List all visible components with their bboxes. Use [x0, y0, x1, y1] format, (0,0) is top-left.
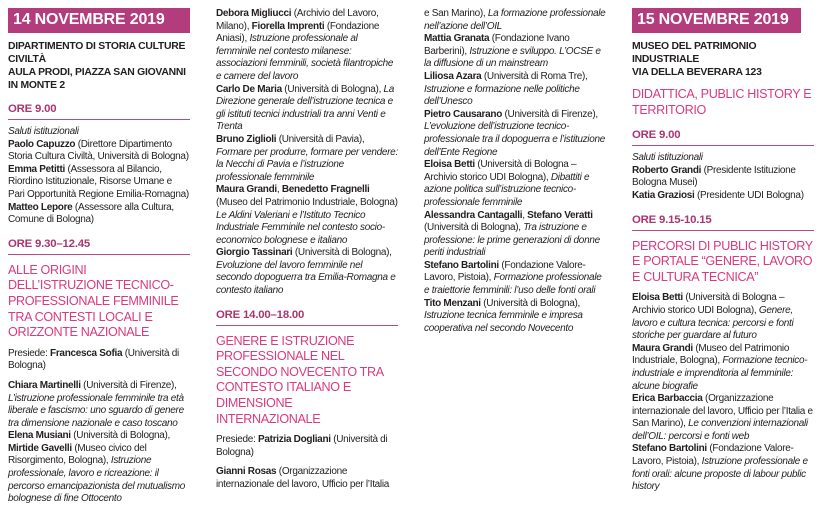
- entry-text-run: (Fondazione Valore-Lavoro, Pistoia),: [632, 443, 794, 468]
- entry-text-run: ,: [522, 209, 528, 221]
- entry-text-run: Chiara Martinelli: [8, 379, 81, 391]
- entry-text-run: (Università di Bologna),: [424, 222, 524, 234]
- program-entry: [216, 184, 398, 247]
- day-header: 15 NOVEMBRE 2019: [632, 8, 801, 33]
- entry-text-run: (Università di Bologna): [216, 434, 388, 458]
- entry-text-run: Paolo Capuzzo: [8, 138, 76, 150]
- program-entry: [8, 348, 190, 373]
- venue-line: MUSEO DEL PATRIMONIO INDUSTRIALE: [632, 41, 757, 65]
- entry-text-run: L’evoluzione dell’istruzione tecnico-professionale tra il dopoguerra e l’istituzione dell’Ente Regione: [424, 121, 606, 158]
- session-title: ALLE ORIGINI DELL’ISTRUZIONE TECNICO-PROFESSIONALE FEMMINILE TRA CONTESTI LOCALI E ORIZZONTE NAZIONALE: [8, 262, 179, 340]
- time-heading: ORE 14.00–18.00: [216, 309, 398, 326]
- entry-text-run: Istruzione professionale e fonti orali: alcune proposte di labour public history: [632, 456, 808, 493]
- time-heading: ORE 9.30–12.45: [8, 238, 190, 255]
- entry-text-run: La formazione professionale nell’azione dell’OIL: [424, 8, 606, 32]
- entry-text-run: Emma Petitti: [8, 163, 65, 175]
- program-entry: [632, 393, 814, 443]
- entry-text-run: Eloisa Betti: [632, 292, 683, 304]
- entry-text-run: (Assessora al Bilancio, Riordino Istituzionale, Risorse Umane e Pari Opportunità Regione Emilia-Romagna): [8, 163, 189, 200]
- time-heading: ORE 9.15-10.15: [632, 214, 814, 231]
- program-entry: [424, 71, 606, 109]
- entry-text-run: (Università di Roma Tre),: [481, 70, 588, 82]
- entry-text-run: Mirtide Gavelli: [8, 442, 72, 454]
- program-entry: [632, 343, 814, 393]
- program-entry: [8, 139, 190, 164]
- program-entry: [8, 202, 190, 227]
- program-column-day1-cont2: [424, 8, 606, 514]
- program-entry: [216, 84, 398, 134]
- entry-text-run: Erica Barbaccia: [632, 393, 703, 405]
- entry-text-run: (Fondazione Valore-Lavoro, Pistoia),: [424, 259, 586, 284]
- entry-text-run: (Università di Firenze),: [80, 379, 177, 391]
- entry-text-run: Fiorella Imprenti: [251, 20, 325, 32]
- entry-text-run: (Organizzazione internazionale del lavoro, Ufficio per l’Italia: [216, 466, 390, 490]
- entry-text-run: (Università di Bologna),: [292, 247, 392, 259]
- program-entry: [424, 260, 606, 298]
- program-entry: [424, 33, 606, 71]
- entry-text-run: Dibattiti e azione politica sull’istruzione tecnico-professionale femminile: [424, 171, 590, 208]
- entry-text-run: Elena Musiani: [8, 430, 71, 442]
- venue-block: [632, 40, 814, 79]
- entry-text-run: Pietro Causarano: [424, 108, 503, 120]
- entry-text-run: (Archivio del Lavoro, Milano),: [216, 8, 379, 32]
- program-entry: [216, 247, 398, 297]
- entry-text-run: Le Aldini Valeriani e l’Istituto Tecnico Industriale Femminile nel contesto socio-economico bolognese e italiano: [216, 209, 385, 246]
- entry-text-run: (Museo civico del Risorgimento, Bologna),: [8, 442, 147, 467]
- entry-text-run: Benedetto Fragnelli: [281, 184, 370, 196]
- entry-text-run: (Assessore alla Cultura, Comune di Bologna): [8, 201, 174, 226]
- entry-text-run: Genere, lavoro e cultura tecnica: percorsi e fonti storiche per guardare al futuro: [632, 304, 794, 342]
- entry-text-run: (Fondazione Ivano Barberini),: [424, 33, 570, 57]
- program-entry: [424, 159, 606, 209]
- program-entry: [632, 152, 814, 165]
- entry-text-run: Formazione professionale e traiettorie femminili: l’uso delle fonti orali: [424, 272, 602, 297]
- time-heading: ORE 9.00: [632, 129, 814, 146]
- entry-text-run: Alessandra Cantagalli: [424, 209, 523, 221]
- program-entry: [632, 190, 814, 203]
- entry-text-run: (Università di Bologna – Archivio storico UDI Bologna),: [424, 159, 577, 183]
- entry-text-run: (Università di Bologna),: [480, 297, 580, 309]
- entry-text-run: Roberto Grandi: [632, 164, 702, 176]
- entry-text-run: e San Marino),: [424, 8, 488, 19]
- entry-text-run: Stefano Bartolini: [424, 259, 499, 271]
- program-entry: [632, 165, 814, 190]
- entry-text-run: Giorgio Tassinari: [216, 247, 293, 259]
- entry-text-run: (Presidente UDI Bologna): [694, 189, 804, 201]
- entry-text-run: (Università di Bologna),: [70, 430, 171, 442]
- entry-text-run: Mattia Granata: [424, 33, 490, 45]
- program-entry: [216, 8, 398, 84]
- entry-text-run: Gianni Rosas: [216, 466, 277, 478]
- program-column-day1-cont1: [216, 8, 398, 514]
- entry-text-run: Liliosa Azara: [424, 70, 482, 82]
- entry-text-run: (Università di Pavia),: [276, 133, 365, 145]
- entry-text-run: Francesca Sofia: [50, 347, 123, 359]
- entry-text-run: Istruzione tecnica femminile e impresa cooperativa nel secondo Novecento: [424, 310, 583, 334]
- program-entry: [8, 126, 190, 139]
- program-entry: [632, 292, 814, 342]
- entry-text-run: Istruzione professionale, lavoro e ricreazione: il percorso emancipazionista del mutualismo bolognese di fine Ottocento: [8, 455, 185, 505]
- day-header: 14 NOVEMBRE 2019: [8, 8, 190, 33]
- venue-line: VIA DELLA BEVERARA 123: [632, 67, 762, 78]
- entry-text-run: Carlo De Maria: [216, 83, 282, 95]
- entry-text-run: Formare per produrre, formare per vendere: la Necchi di Pavia e l’istruzione professionale femminile: [216, 146, 398, 183]
- entry-text-run: Presiede:: [216, 434, 259, 446]
- entry-text-run: Saluti istituzionali: [632, 152, 703, 164]
- program-column-day2: [632, 8, 814, 514]
- entry-text-run: (Università di Bologna): [8, 347, 179, 372]
- entry-text-run: (Organizzazione internazionale del lavoro, Ufficio per l’Italia e San Marino),: [632, 393, 813, 430]
- venue-line: AULA PRODI, PIAZZA SAN GIOVANNI IN MONTE 2: [8, 67, 186, 91]
- program-entry: [424, 298, 606, 336]
- entry-text-run: L’istruzione professionale femminile tra età liberale e fascismo: uno sguardo di genere tra dimensione nazionale e caso toscano: [8, 392, 184, 429]
- entry-text-run: Presiede:: [8, 347, 51, 359]
- venue-line: DIPARTIMENTO DI STORIA CULTURE CIVILTÀ: [8, 41, 186, 65]
- program-entry: [8, 430, 190, 506]
- entry-text-run: Istruzione e formazione nelle politiche dell’Unesco: [424, 83, 580, 108]
- entry-text-run: Tito Menzani: [424, 297, 481, 309]
- program-entry: [424, 109, 606, 159]
- entry-text-run: ,: [276, 184, 282, 196]
- entry-text-run: Formazione tecnico-industriale e imprenditoria al femminile: alcune biografie: [632, 355, 808, 392]
- program-entry: [8, 380, 190, 430]
- entry-text-run: Le convenzioni internazionali dell’OIL: percorsi e fonti web: [632, 418, 808, 442]
- program-entry: [216, 434, 398, 459]
- entry-text-run: Maura Grandi: [216, 184, 277, 196]
- entry-text-run: (Presidente Istituzione Bologna Musei): [632, 164, 796, 189]
- entry-text-run: (Museo del Patrimonio Industriale, Bologna): [216, 196, 398, 208]
- entry-text-run: Istruzione professionale al femminile nel contesto milanese: associazioni femminili, società filantropiche e camere del lavoro: [216, 33, 394, 82]
- session-title: GENERE E ISTRUZIONE PROFESSIONALE NEL SECONDO NOVECENTO TRA CONTESTO ITALIANO E DIMENSIONE INTERNAZIONALE: [216, 333, 384, 426]
- program-entry: [424, 210, 606, 260]
- session-title: DIDATTICA, PUBLIC HISTORY E TERRITORIO: [632, 87, 812, 117]
- entry-text-run: (Direttore Dipartimento Storia Cultura Civiltà, Università di Bologna): [8, 138, 189, 163]
- entry-text-run: (Università di Bologna),: [281, 83, 384, 95]
- entry-text-run: Eloisa Betti: [424, 159, 475, 171]
- program-entry: [216, 134, 398, 184]
- program-entry: [632, 443, 814, 493]
- program-entry: [8, 164, 190, 202]
- entry-text-run: Tra istruzione e professione: le prime generazioni di donne periti industriali: [424, 222, 600, 259]
- entry-text-run: Patrizia Dogliani: [258, 434, 331, 446]
- entry-text-run: Istruzione e sviluppo. L’OCSE e la diffusione di un mainstream: [424, 45, 601, 70]
- entry-text-run: (Università di Bologna – Archivio storico UDI Bologna),: [632, 292, 785, 316]
- entry-text-run: Katia Graziosi: [632, 189, 695, 201]
- entry-text-run: Matteo Lepore: [8, 201, 73, 213]
- entry-text-run: Stefano Bartolini: [632, 443, 707, 455]
- session-title: PERCORSI DI PUBLIC HISTORY E PORTALE “GENERE, LAVORO E CULTURA TECNICA”: [632, 238, 813, 284]
- entry-text-run: Bruno Ziglioli: [216, 133, 277, 145]
- entry-text-run: (Museo del Patrimonio Industriale, Bologna),: [632, 342, 790, 367]
- program-entry: [424, 8, 606, 33]
- entry-text-run: (Fondazione Aniasi),: [216, 20, 380, 45]
- time-heading: ORE 9.00: [8, 103, 190, 120]
- entry-text-run: (Università di Firenze),: [502, 108, 598, 120]
- program-entry: [216, 466, 398, 491]
- program-column-day1: [8, 8, 190, 514]
- entry-text-run: Maura Grandi: [632, 342, 693, 354]
- entry-text-run: Evoluzione del lavoro femminile nel secondo dopoguerra tra Emilia-Romagna e contesto italiano: [216, 259, 396, 297]
- entry-text-run: Debora Migliucci: [216, 8, 292, 19]
- entry-text-run: Stefano Veratti: [527, 209, 593, 221]
- entry-text-run: La Direzione generale dell’istruzione tecnica e gli istituti tecnici industriali tra anni Venti e Trenta: [216, 83, 395, 133]
- entry-text-run: Saluti istituzionali: [8, 126, 79, 137]
- venue-block: [8, 40, 190, 92]
